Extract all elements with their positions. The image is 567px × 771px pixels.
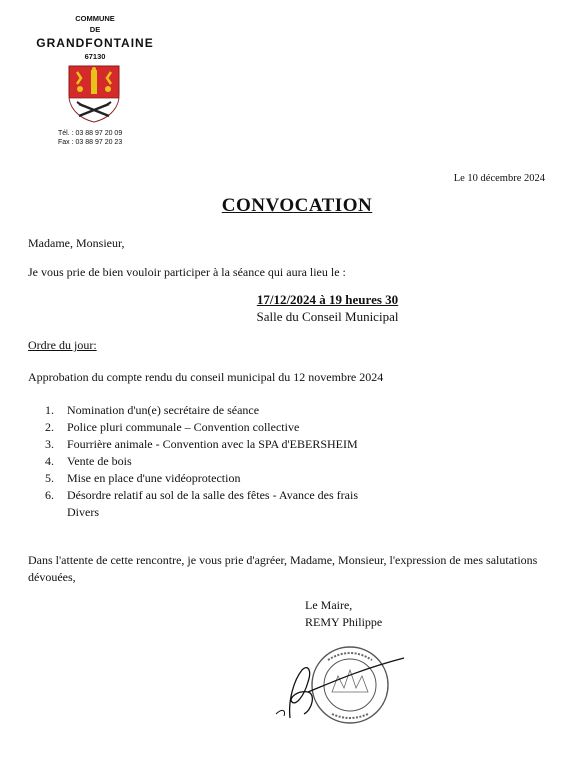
agenda-item xyxy=(45,419,515,436)
approval-item: Approbation du compte rendu du conseil municipal du 12 novembre 2024 xyxy=(28,370,384,384)
agenda-item-text: Divers xyxy=(67,505,99,519)
agenda-item xyxy=(45,504,515,521)
document-title: CONVOCATION xyxy=(221,195,373,216)
agenda-item xyxy=(45,402,515,419)
commune-name: GRANDFONTAINE xyxy=(36,36,154,50)
agenda-item-text: Vente de bois xyxy=(67,454,132,468)
agenda-item-number: 6. xyxy=(45,488,54,502)
invitation-text: Je vous prie de bien vouloir participer à la séance qui aura lieu le : xyxy=(28,265,346,279)
coat-of-arms-icon xyxy=(67,64,121,124)
agenda-item-text: Fourrière animale - Convention avec la SPA d'EBERSHEIM xyxy=(67,437,358,451)
agenda-item-number: 1. xyxy=(45,403,54,417)
signatory-role: Le Maire, xyxy=(305,598,353,612)
commune-label: COMMUNE xyxy=(75,14,115,23)
agenda-heading: Ordre du jour: xyxy=(28,338,97,352)
signatory-name: REMY Philippe xyxy=(305,615,383,629)
official-stamp-and-signature xyxy=(268,640,408,730)
agenda-item-text: Mise en place d'une vidéoprotection xyxy=(67,471,241,485)
greeting: Madame, Monsieur, xyxy=(28,236,125,250)
meeting-date-time: 17/12/2024 à 19 heures 30 xyxy=(256,292,399,307)
agenda-list xyxy=(45,402,515,521)
agenda-item-number: 5. xyxy=(45,471,54,485)
de-label: DE xyxy=(89,25,101,34)
letter-date: Le 10 décembre 2024 xyxy=(453,173,545,184)
meeting-place: Salle du Conseil Municipal xyxy=(256,309,399,324)
agenda-item xyxy=(45,436,515,453)
agenda-item xyxy=(45,470,515,487)
agenda-item-number: 2. xyxy=(45,420,54,434)
closing-text: Dans l'attente de cette rencontre, je vous prie d'agréer, Madame, Monsieur, l'expression de mes salutations dévouées, xyxy=(28,553,538,584)
fax-number: Fax : 03 88 97 20 23 xyxy=(58,139,123,146)
postal-code: 67130 xyxy=(84,52,106,61)
agenda-item-text: Nomination d'un(e) secrétaire de séance xyxy=(67,403,260,417)
agenda-item-number: 3. xyxy=(45,437,54,451)
phone-number: Tél. : 03 88 97 20 09 xyxy=(58,130,123,137)
agenda-item-text: Police pluri communale – Convention collective xyxy=(67,420,300,434)
agenda-item xyxy=(45,453,515,470)
agenda-item-number: 4. xyxy=(45,454,54,468)
agenda-item-text: Désordre relatif au sol de la salle des fêtes - Avance des frais xyxy=(67,488,358,502)
agenda-item xyxy=(45,487,515,504)
